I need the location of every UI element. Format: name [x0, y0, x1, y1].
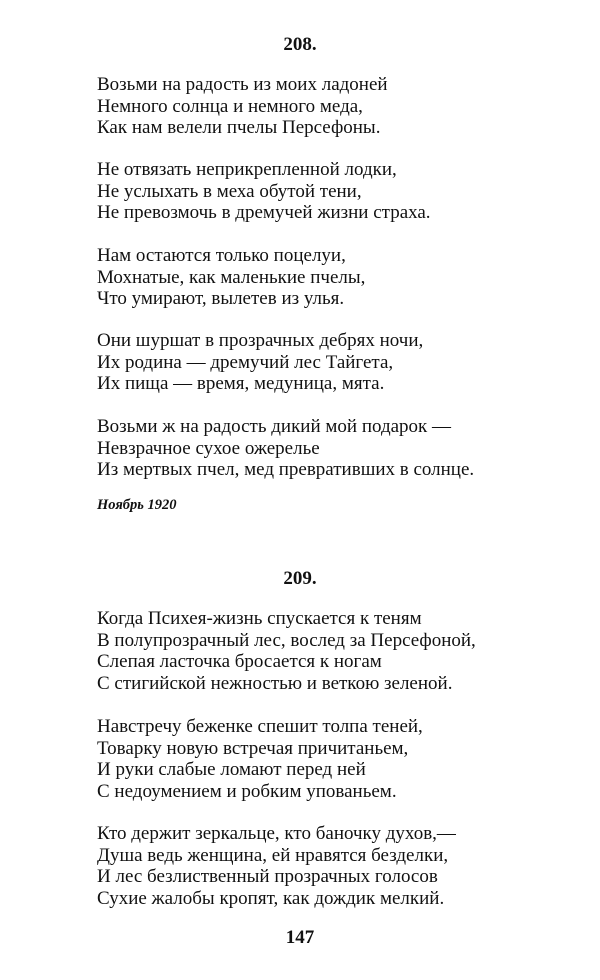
- stanza: [97, 716, 577, 802]
- stanza: [97, 823, 577, 909]
- poem-date: Ноябрь 1920: [97, 497, 177, 513]
- poem-line: Не превозмочь в дремучей жизни страха.: [97, 202, 431, 223]
- poem-line: Как нам велели пчелы Персефоны.: [97, 117, 381, 138]
- poem-number: 209.: [283, 568, 317, 589]
- poem-line: Нам остаются только поцелуи,: [97, 245, 346, 266]
- poem-line: Невзрачное сухое ожерелье: [97, 437, 320, 459]
- poem-line: Слепая ласточка бросается к ногам: [97, 651, 382, 672]
- poem-line: И лес безлиственный прозрачных голосов: [97, 866, 438, 887]
- poem-line: Возьми на радость из моих ладоней: [97, 74, 388, 95]
- poem-line: Немного солнца и немного меда,: [97, 95, 363, 117]
- poem-line: Они шуршат в прозрачных дебрях ночи,: [97, 330, 424, 351]
- stanza: [97, 245, 577, 310]
- stanza: [97, 74, 577, 139]
- poem-line: Их пища — время, медуница, мята.: [97, 373, 385, 394]
- stanza: [97, 416, 577, 481]
- poem-line: Навстречу беженке спешит толпа теней,: [97, 716, 423, 737]
- poem-line: Их родина — дремучий лес Тайгета,: [97, 351, 394, 373]
- poem-line: В полупрозрачный лес, вослед за Персефоной,: [97, 629, 476, 651]
- poem-line: Когда Психея-жизнь спускается к теням: [97, 608, 422, 629]
- poem-line: Не отвязать неприкрепленной лодки,: [97, 159, 397, 180]
- stanza: [97, 159, 577, 224]
- poem-number: 208.: [283, 34, 317, 55]
- poem-line: Что умирают, вылетев из улья.: [97, 288, 345, 309]
- poem-line: Из мертвых пчел, мед превративших в солнце.: [97, 459, 475, 480]
- poem-line: С недоумением и робким упованьем.: [97, 780, 397, 802]
- stanza: [97, 608, 577, 694]
- poem-line: Не услыхать в меха обутой тени,: [97, 180, 362, 202]
- poem-line: Товарку новую встречая причитаньем,: [97, 737, 409, 759]
- poem-line: И руки слабые ломают перед ней: [97, 759, 366, 780]
- poem-line: Возьми ж на радость дикий мой подарок —: [97, 416, 452, 437]
- poem-line: Мохнатые, как маленькие пчелы,: [97, 266, 366, 288]
- page-number: 147: [285, 927, 315, 948]
- poem-line: Душа ведь женщина, ей нравятся безделки,: [97, 844, 449, 866]
- poem-line: Кто держит зеркальце, кто баночку духов,—: [97, 823, 456, 844]
- poem-line: Сухие жалобы кропят, как дождик мелкий.: [97, 887, 445, 909]
- stanza: [97, 330, 577, 395]
- poem-line: С стигийской нежностью и веткою зеленой.: [97, 672, 453, 694]
